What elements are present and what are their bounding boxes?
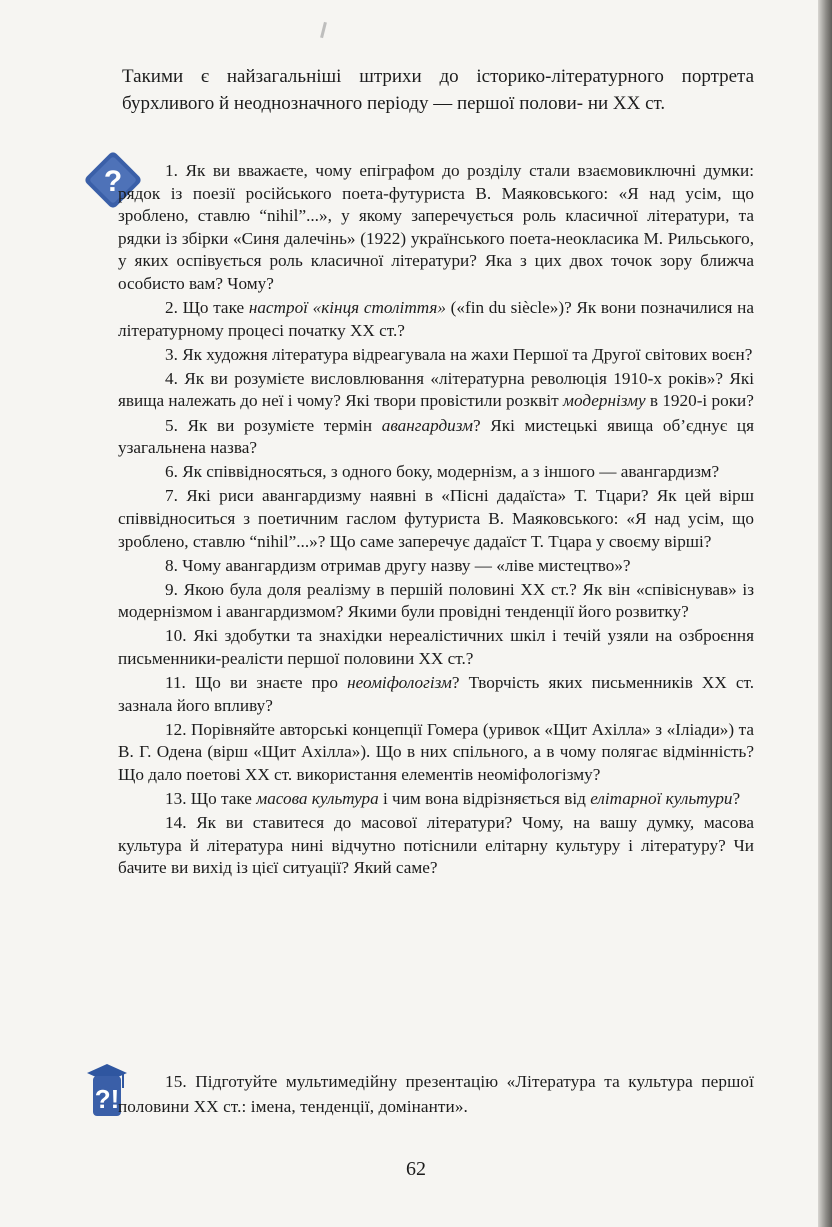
task-item: 15. Підготуйте мультимедійну презентацію «Література та культура першої половини XX ст.: імена, тенденції, домінанти». xyxy=(118,1072,754,1116)
page-number: 62 xyxy=(406,1158,426,1180)
question-item xyxy=(118,160,754,296)
question-text: 4. Як ви розумієте висловлювання «літературна революція 1910-х років»? Які явища належать до неї і чому? Які твори провістили розквіт xyxy=(118,368,754,411)
questions-list xyxy=(118,160,754,881)
question-text: 9. Якою була доля реалізму в першій половині XX ст.? Як він «співіснував» із модернізмом і авангардизмом? Якими були провідні тенденції його розвитку? xyxy=(118,579,754,622)
question-text: («fin du siècle»)? Як вони позначилися на літературному процесі початку XX ст.? xyxy=(118,298,754,340)
intro-paragraph xyxy=(122,64,754,117)
question-text: 2. Що таке xyxy=(165,298,249,318)
question-text: 3. Як художня література відреагувала на жахи Першої та Другої світових воєн? xyxy=(165,344,753,364)
question-item xyxy=(118,415,754,460)
question-text: ? xyxy=(732,789,741,809)
question-text: ? Які мистецькі явища об’єднує ця узагальнена назва? xyxy=(118,415,754,458)
task-block xyxy=(118,1070,754,1121)
question-term: неоміфологізм xyxy=(347,673,452,693)
question-term: елітарної культури xyxy=(590,789,733,809)
question-text: 8. Чому авангардизм отримав другу назву — «ліве мистецтво»? xyxy=(165,555,631,575)
question-text: 1. Як ви вважаєте, чому епіграфом до розділу стали взаємовиключні думки: рядок із поезії російського поета-футуриста В. Маяковського: «Я над усім, що зроблено, ставлю “nihil”...», у якому заперечується роль класичної літератури, та рядки із збірки «Синя далечінь» (1922) українського поета-неокласика М. Рильського, у яких оспівується роль класичної літератури? Яка з цих двох точок зору ближча особисто вам? Чому? xyxy=(118,161,754,293)
question-term: авангардизм xyxy=(381,415,473,435)
intro-line-2: портрета бурхливого й неоднозначного періоду — першої полови- xyxy=(122,66,755,114)
page-edge xyxy=(818,0,832,1227)
question-text: ? Творчість яких письменників XX ст. зазнала його впливу? xyxy=(118,673,754,715)
question-item xyxy=(118,461,754,484)
question-item xyxy=(118,368,754,413)
question-item xyxy=(118,719,754,787)
question-item xyxy=(118,672,754,717)
question-term: масова культура xyxy=(256,789,379,809)
question-text: 6. Як співвідносяться, з одного боку, модернізм, а з іншого — авангардизм? xyxy=(165,462,720,482)
question-text: 13. Що таке xyxy=(165,789,257,809)
question-text: 5. Як ви розумієте термін xyxy=(165,415,382,435)
intro-line-1: Такими є найзагальніші штрихи до історико-літературного xyxy=(122,66,664,87)
question-term: модернізму xyxy=(562,391,646,411)
question-text: в 1920-і роки? xyxy=(645,391,754,411)
question-text: 7. Які риси авангардизму наявні в «Пісні дадаїста» Т. Тцари? Як цей вірш співвідноситься з поетичним гаслом футуриста В. Маяковського: «Я над усім, що зроблено, ставлю “nihil”...»? Що саме заперечує дадаїст Т. Тцара у своєму вірші? xyxy=(118,486,754,551)
question-item xyxy=(118,579,754,624)
svg-text:?: ? xyxy=(103,165,123,198)
question-text: 14. Як ви ставитеся до масової літератури? Чому, на вашу думку, масова культура й література нині відчутно потіснили елітарну культуру і літературу? Чи бачите ви вихід із цієї ситуації? Який саме? xyxy=(118,813,754,878)
question-item xyxy=(118,625,754,670)
question-item xyxy=(118,788,754,811)
question-item xyxy=(118,812,754,880)
question-term: настрої «кінця століття» xyxy=(248,298,446,318)
question-text: і чим вона відрізняється від xyxy=(378,789,591,809)
question-text: 10. Які здобутки та знахідки нереалістичних шкіл і течій узяли на озброєння письменники-реалісти першої половини XX ст.? xyxy=(118,626,754,668)
question-text: 11. Що ви знаєте про xyxy=(165,673,348,693)
question-text: 12. Порівняйте авторські концепції Гомера (уривок «Щит Ахілла» з «Іліади») та В. Г. Одена (вірш «Щит Ахілла»). Що в них спільного, а в чому полягає відмінність? Що дало поетові XX ст. використання елементів неоміфологізму? xyxy=(118,719,754,784)
scan-mark xyxy=(320,22,327,38)
question-item xyxy=(118,555,754,578)
question-item xyxy=(118,297,754,342)
intro-line-3: ни XX ст. xyxy=(587,92,666,114)
question-item xyxy=(118,485,754,553)
svg-text:?!: ?! xyxy=(94,1084,120,1114)
question-item xyxy=(118,344,754,367)
